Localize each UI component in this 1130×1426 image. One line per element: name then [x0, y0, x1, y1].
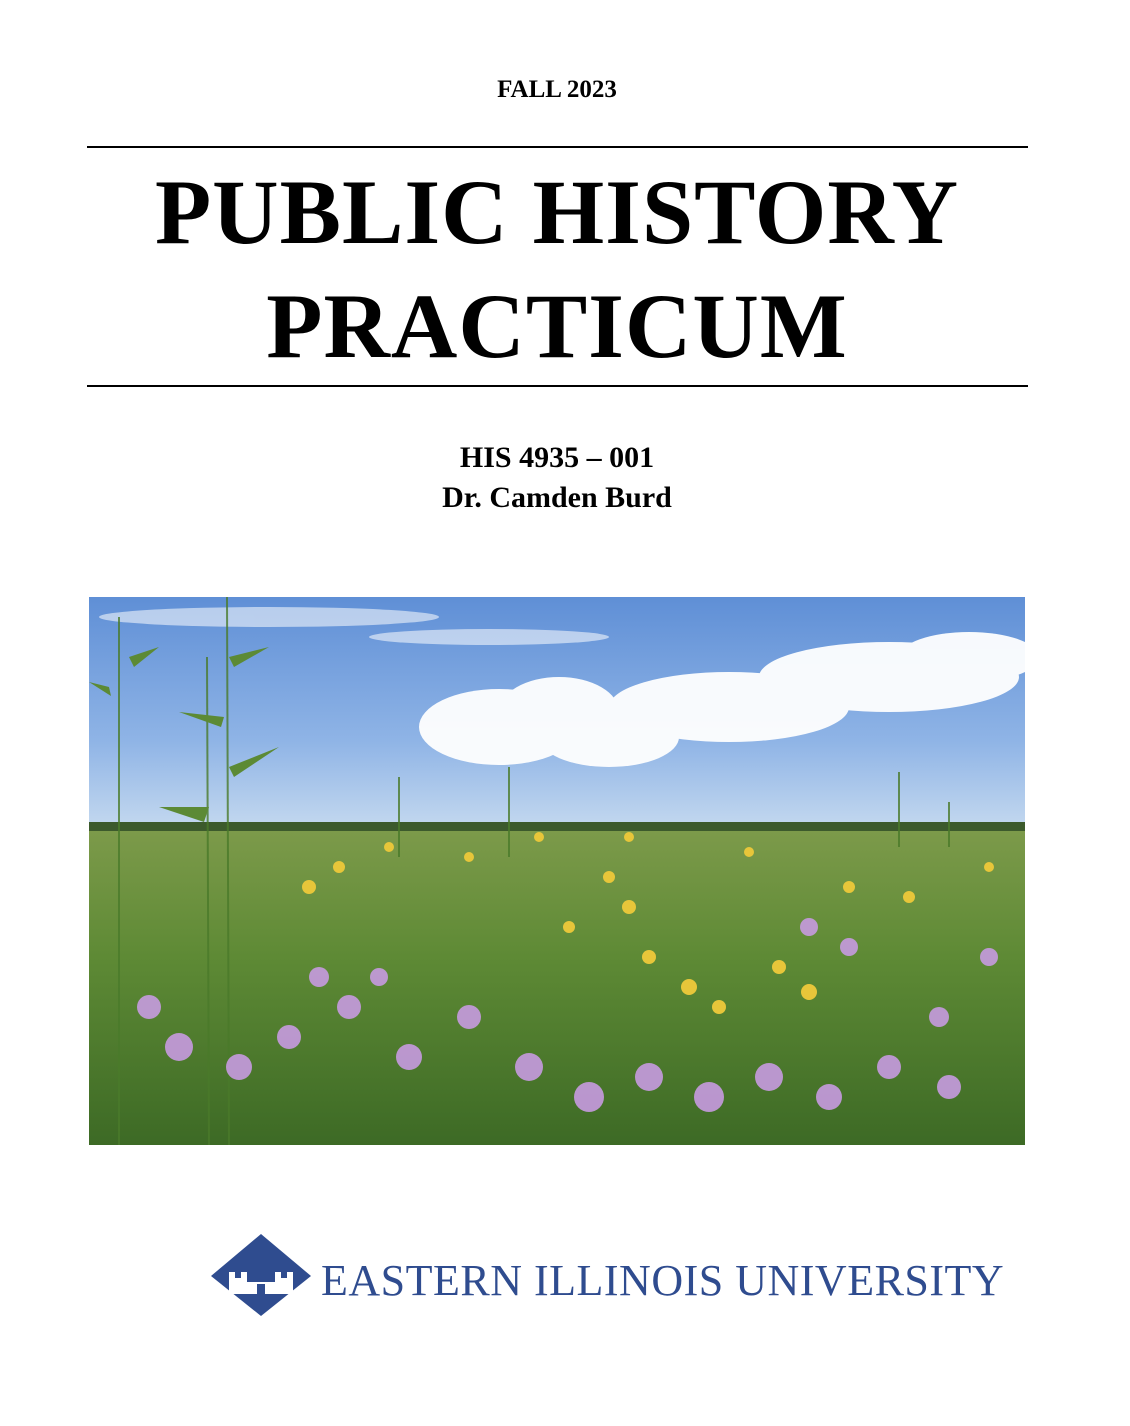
title-line-1: PUBLIC HISTORY	[154, 161, 960, 263]
term-label: FALL 2023	[497, 76, 617, 103]
instructor-name: Dr. Camden Burd	[442, 481, 672, 514]
top-divider	[87, 146, 1028, 148]
bottom-divider	[87, 385, 1028, 387]
page-title	[0, 155, 1114, 383]
title-line-2: PRACTICUM	[266, 275, 848, 377]
university-name: EASTERN ILLINOIS UNIVERSITY	[321, 1256, 1005, 1305]
course-code: HIS 4935 – 001	[459, 441, 655, 474]
university-seal-icon	[209, 1232, 313, 1316]
course-info	[0, 438, 1114, 518]
prairie-image	[89, 597, 1025, 1145]
cover-photo	[89, 597, 1025, 1145]
university-logo	[209, 1232, 1005, 1316]
